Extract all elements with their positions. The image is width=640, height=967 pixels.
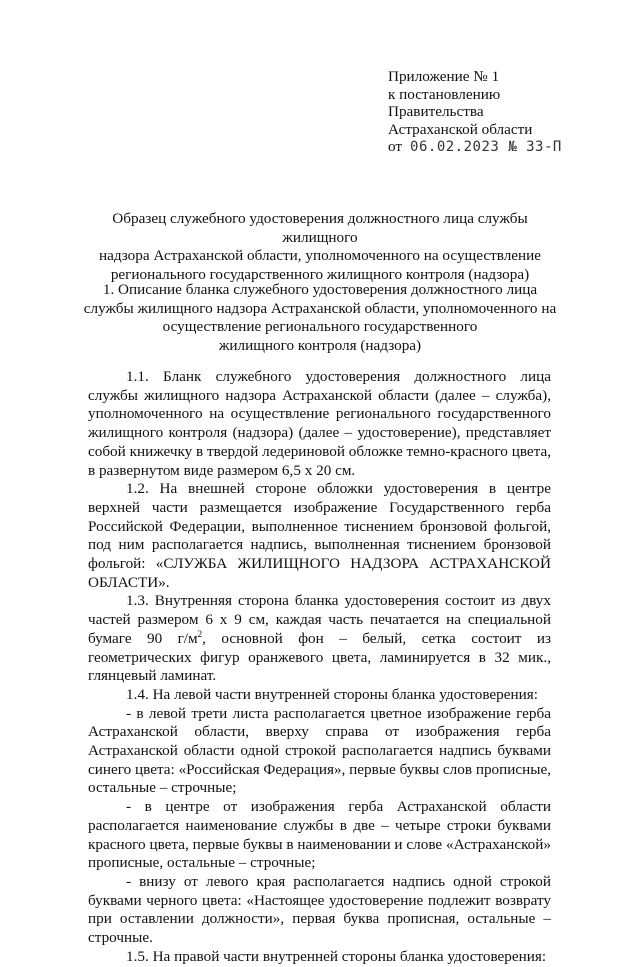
appendix-header [388,68,618,157]
superscript-2: 2 [197,628,203,639]
appendix-date-line [388,138,618,157]
section-title-line-2: службы жилищного надзора Астраханской области, уполномоченного на [83,299,557,317]
appendix-line-4: Астраханской области [388,120,533,138]
appendix-line-3: Правительства [388,103,484,121]
title-line-1: Образец служебного удостоверения должностного лица службы жилищного [112,210,528,246]
date-prefix: от [388,138,403,156]
appendix-line-1: Приложение № 1 [388,68,500,85]
title-line-3: регионального государственного жилищного контроля (надзора) [110,265,530,283]
section-1-title [80,281,560,355]
paragraph-1-4: 1.4. На левой части внутренней стороны бланка удостоверения: [126,685,538,703]
paragraph-1-4-item-a: - в левой трети листа располагается цветное изображение герба Астраханской области, вверху справа от изображения герба Астраханской области одной строкой располагается надпись буквами синего цвета: «Российская Федерация», первые буквы слов прописные, остальные – строчные; [88,704,551,797]
document-body [88,368,551,967]
section-title-line-3: осуществление регионального государственного [162,318,478,336]
document-title [80,210,560,284]
paragraph-1-3 [88,592,551,686]
title-line-2: надзора Астраханской области, уполномоченного на осуществление [98,247,542,265]
date-stamp: 06.02.2023 № 33-П [410,139,562,156]
paragraph-1-2: 1.2. На внешней стороне обложки удостоверения в центре верхней части размещается изображение Государственного герба Российской Федерации, выполненное тиснением бронзовой фольгой, под ним располагается надпись, выполненная тиснением бронзовой фольгой: «СЛУЖБА ЖИЛИЩНОГО НАДЗОРА АСТРАХАНСКОЙ ОБЛАСТИ». [88,480,551,591]
paragraph-1-4-item-c: - внизу от левого края располагается надпись одной строкой буквами черного цвета: «Настоящее удостоверение подлежит возврату при оставлении должности», первая буква прописная, остальные – строчные. [88,872,551,947]
paragraph-1-1: 1.1. Бланк служебного удостоверения должностного лица службы жилищного надзора Астраханской области (далее – служба), уполномоченного на осуществление регионального государственного жилищного контроля (надзора) (далее – удостоверение), представляет собой книжечку в твердой ледериновой обложке темно-красного цвета, в развернутом виде размером 6,5 х 20 см. [88,368,552,479]
section-title-line-1: 1. Описание бланка служебного удостоверения должностного лица [102,281,538,298]
paragraph-1-3-text-b: , основной фон – белый, сетка состоит из геометрических фигур оранжевого цвета, ламинируется в 32 мик., глянцевый ламинат. [88,629,551,685]
paragraph-1-4-item-b: - в центре от изображения герба Астраханской области располагается наименование службы в две – четыре строки буквами красного цвета, первые буквы в наименовании и слове «Астраханской» прописные, остальные – строчные; [88,798,551,872]
paragraph-1-3-text-a: 1.3. Внутренняя сторона бланка удостоверения состоит из двух частей размером 6 х 9 см, каждая часть печатается на специальной бумаге 90 г/м [88,592,551,647]
section-title-line-4: жилищного контроля (надзора) [218,336,422,354]
paragraph-1-5: 1.5. На правой части внутренней стороны бланка удостоверения: [126,947,547,965]
appendix-line-2: к постановлению [388,85,501,103]
